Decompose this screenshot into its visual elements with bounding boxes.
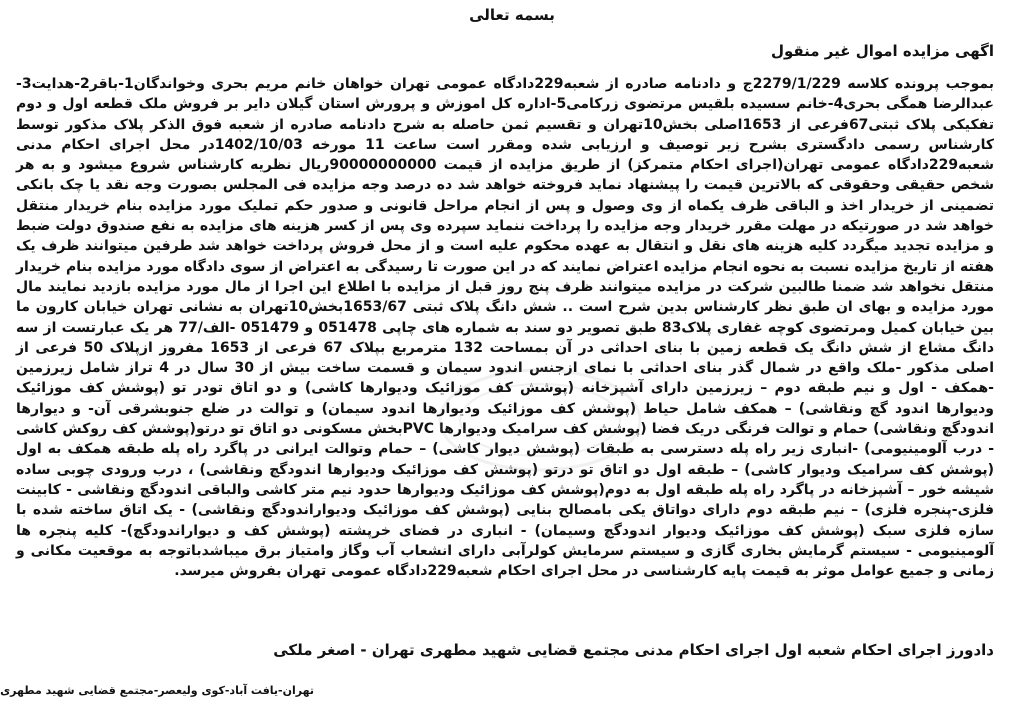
address-line: تهران-یافت آباد-کوی ولیعصر-مجتمع قضایی شهید مطهری bbox=[0, 684, 314, 697]
notice-body: بموجب پرونده کلاسه 2279/1/229ج و دادنامه صادره از شعبه229دادگاه عمومی تهران خواهان خانم مریم بحری وخواندگان1-باقر2-هدایت3-عبدالرضا همگی بحری4-خانم سسیده بلقیس مرتضوی زرکامی5-اداره کل اموزش و پرورش استان گیلان دایر بر فروش ملک قطعه اول و دوم تفکیکی پلاک ثبتی67فرعی از 1653اصلی بخش10تهران و تقسیم ثمن حاصله به شرح دادنامه صادره از شعبه فوق الذکر پلاک مذکور توسط کارشناس رسمی دادگستری بشرح زیر توصیف و ارزیابی شده ومقرر است ساعت 11 مورخه 1402/10/03در محل اجرای احکام مدنی شعبه229دادگاه عمومی تهران(اجرای احکام متمرکز) از طریق مزایده از قیمت 90000000000ریال نظریه کارشناس شروع میشود و به هر شخص حقیقی وحقوقی که بالاترین قیمت را پیشنهاد نماید فروخته خواهد شد ده درصد وجه مزایده فی المجلس بصورت وجه نقد یا چک بانکی تضمینی از خریدار اخذ و الباقی ظرف یکماه از وی وصول و پس از انجام مراحل قانونی و صدور حکم تملیک مورد مزایده بنام خریدار منتقل خواهد شد در صورتیکه در مهلت مقرر خریدار وجه مزایده را پرداخت ننماید سپرده وی پس از کسر هزینه های مزایده به نفع صندوق دولت ضبط و مزایده تجدید میگردد کلیه هزینه های نقل و انتقال به عهده محکوم علیه است و از محل فروش پرداخت خواهد شد طرفین میتوانند ظرف یک هفته از تاریخ مزایده نسبت به نحوه انجام مزایده اعتراض نمایند که در این صورت تا رسیدگی به اعتراض از سوی دادگاه مورد مزایده بنام خریدار منتقل نخواهد شد ضمنا طالبین شرکت در مزایده میتوانند ظرف پنج روز قبل از مزایده با اطلاع این اجرا از مال مورد مزایده بازدید نمایند مال مورد مزایده و بهای ان طبق نظر کارشناس بدین شرح است .. شش دانگ پلاک ثبتی 1653/67بخش10تهران به نشانی تهران خیابان کارون ما بین خیابان کمیل ومرتضوی کوچه غفاری پلاک83 طبق تصویر دو سند به شماره های چاپی 051478 و 051479 -الف/77 هر یک عبارتست از سه دانگ مشاع از شش دانگ یک قطعه زمین با بنای احداثی در آن بمساحت 132 مترمربع بپلاک 67 فرعی از 1653 مفروز ازپلاک 50 فرعی از اصلی مذکور -ملک واقع در شمال گذر بنای احداثی با نمای ازجنس اندود سیمان و قسمت ساخت بیش از 30 سال در 4 تراز شامل زیرزمین -همکف - اول و نیم طبقه دوم – زیرزمین دارای آشپزخانه (پوشش کف موزائیک وديوارها کاشی) و دو اتاق تودر تو (پوشش کف موزائیک وديوارها اندود گچ ونقاشی) – همکف شامل حیاط (پوشش کف موزائیک وديوارها اندود سیمان) و توالت در ضلع جنوبشرقی آن- و دیوارها اندودگچ ونقاشی) حمام و توالت فرنگی دریک فضا (پوشش کف سرامیک ودیوارها PVCبخش مسکونی دو اتاق تو درتو(پوشش کف روکش کاشی - درب آلومینیومی) -انباری زیر راه پله دسترسی به طبقات (پوشش دیوار کاشی) – حمام وتوالت ایرانی در پاگرد راه پله طبقه همکف به اول (پوشش کف سرامیک ودیوار کاشی) – طبقه اول دو اتاق تو درتو (پوشش کف موزائیک وديوارها اندودگچ ونقاشی) ، درب ورودی چوبی ساده شیشه خور – آشپزخانه در پاگرد راه پله طبقه اول به دوم(پوشش کف موزائیک وديوارها حدود نیم متر کاشی والباقی اندودگچ ونقاشی - کابینت فلزی-پنجره فلزی) – نیم طبقه دوم دارای دواتاق یکی بامصالح بنایی (پوشش کف موزائیک وديواراندودگچ ونقاشی) - یک اتاق ساخته شده با سازه فلزی سبک (پوشش کف موزائیک وديوار اندودگچ وسیمان) - انباری در فضای خرپشته (پوشش کف و ديواراندودگچ)- کلیه پنجره ها آلومینیومی - سیستم گرمایش بخاری گازی و سیستم سرمایش کولرآبی دارای انشعاب آب وگاز وامتیاز برق میباشدباتوجه به موقعیت مکانی و زمانی و جمیع عوامل موثر به قیمت پایه کارشناسی در محل اجرای احکام شعبه229دادگاه عمومی تهران بفروش میرسد. bbox=[16, 76, 995, 580]
notice-title: اگهی مزایده اموال غیر منقول bbox=[770, 42, 994, 60]
document-header: بسمه تعالی bbox=[469, 6, 555, 24]
signature-line: دادورز اجرای احکام شعبه اول اجرای احکام مدنی مجتمع قضایی شهید مطهری تهران - اصغر ملکی bbox=[273, 641, 994, 659]
